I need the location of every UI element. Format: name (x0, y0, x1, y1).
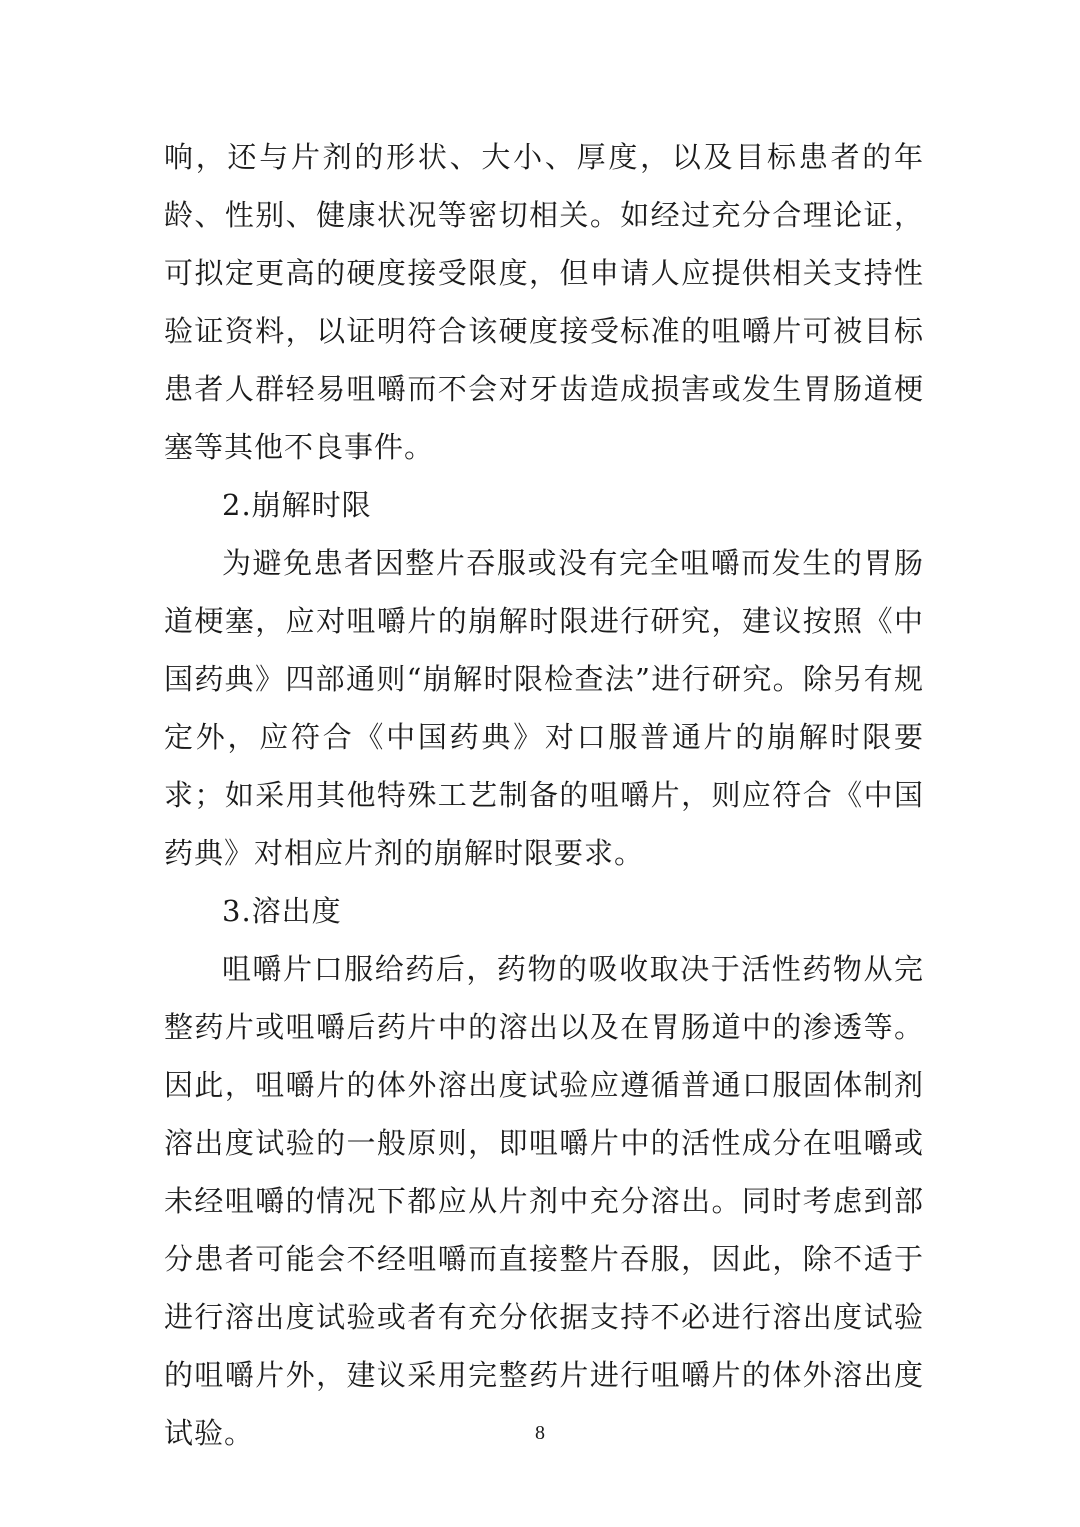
section-heading-dissolution: 3.溶出度 (222, 894, 342, 928)
section-heading-disintegration: 2.崩解时限 (222, 488, 372, 522)
paragraph-continued: 响，还与片剂的形状、大小、厚度，以及目标患者的年龄、性别、健康状况等密切相关。如经过充分合理论证，可拟定更高的硬度接受限度，但申请人应提供相关支持性验证资料，以证明符合该硬度接受标准的咀嚼片可被目标患者人群轻易咀嚼而不会对牙齿造成损害或发生胃肠道梗塞等其他不良事件。 (164, 140, 924, 464)
paragraph-disintegration: 为避免患者因整片吞服或没有完全咀嚼而发生的胃肠道梗塞，应对咀嚼片的崩解时限进行研究，建议按照《中国药典》四部通则“崩解时限检查法”进行研究。除另有规定外，应符合《中国药典》对口服普通片的崩解时限要求；如采用其他特殊工艺制备的咀嚼片，则应符合《中国药典》对相应片剂的崩解时限要求。 (164, 546, 924, 870)
page-body (164, 128, 924, 1462)
paragraph-dissolution: 咀嚼片口服给药后，药物的吸收取决于活性药物从完整药片或咀嚼后药片中的溶出以及在胃肠道中的渗透等。因此，咀嚼片的体外溶出度试验应遵循普通口服固体制剂溶出度试验的一般原则，即咀嚼片中的活性成分在咀嚼或未经咀嚼的情况下都应从片剂中充分溶出。同时考虑到部分患者可能会不经咀嚼而直接整片吞服，因此，除不适于进行溶出度试验或者有充分依据支持不必进行溶出度试验的咀嚼片外，建议采用完整药片进行咀嚼片的体外溶出度试验。 (164, 952, 924, 1450)
page-number: 8 (535, 1422, 545, 1444)
